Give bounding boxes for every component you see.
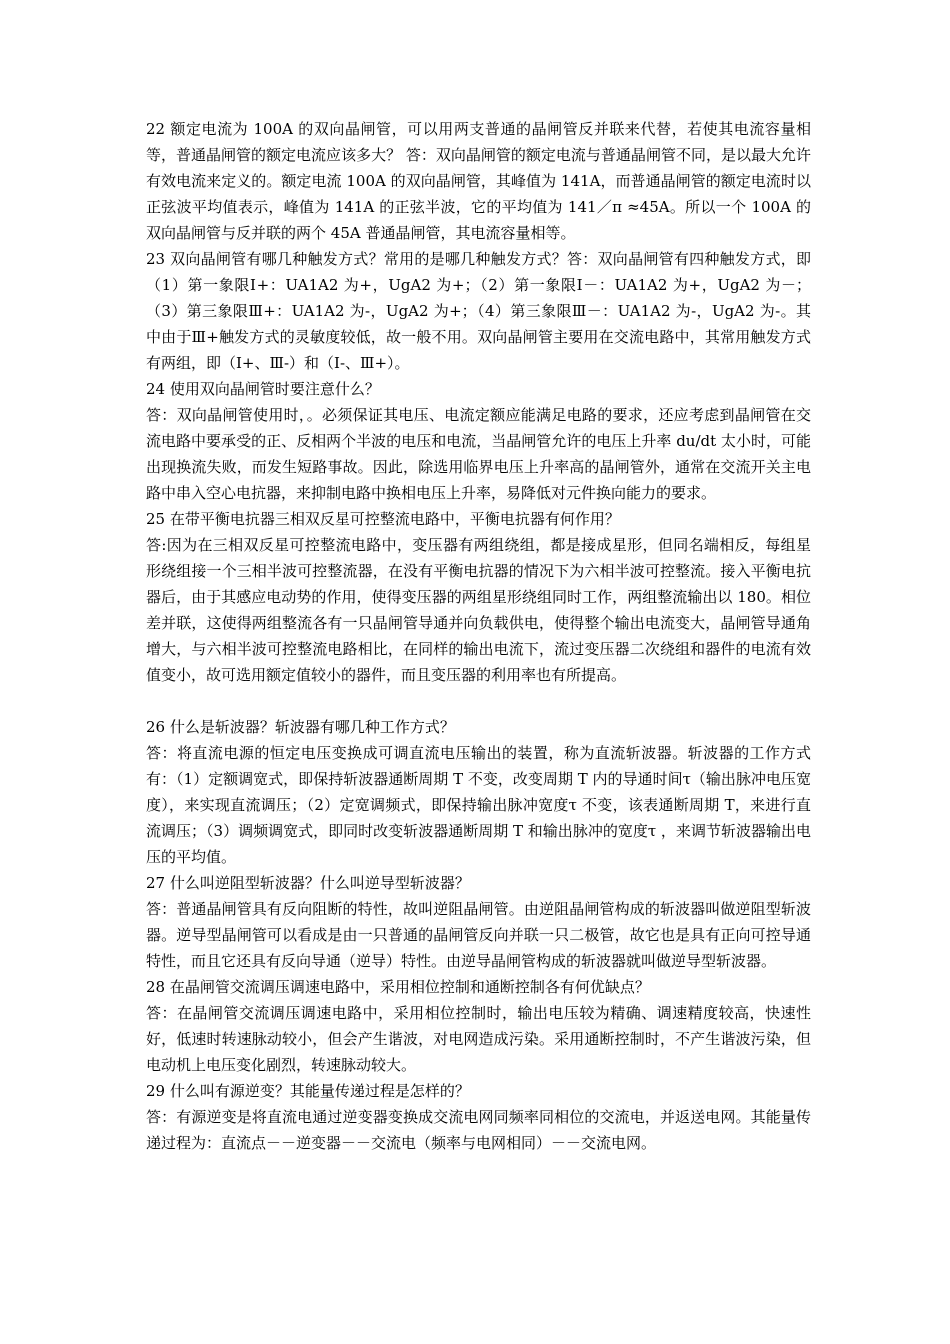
question-29	[146, 1078, 811, 1156]
question-22-text: 22 额定电流为 100A 的双向晶闸管，可以用两支普通的晶闸管反并联来代替，若使其电流容量相等，普通晶闸管的额定电流应该多大？ 答：双向晶闸管的额定电流与普通晶闸管不同，是以最大允许有效电流来定义的。额定电流 100A 的双向晶闸管，其峰值为 141A，而普通晶闸管的额定电流时以正弦波平均值表示，峰值为 141A 的正弦半波，它的平均值为 141／π ≈45A。所以一个 100A 的双向晶闸管与反并联的两个 45A 普通晶闸管，其电流容量相等。	[146, 120, 811, 242]
question-23	[146, 246, 811, 376]
question-25-title: 25 在带平衡电抗器三相双反星可控整流电路中，平衡电抗器有何作用？	[146, 510, 620, 528]
question-24	[146, 376, 811, 506]
document-body	[146, 116, 811, 1156]
question-23-text: 23 双向晶闸管有哪几种触发方式？常用的是哪几种触发方式？答：双向晶闸管有四种触发方式，即（1）第一象限Ⅰ+：UA1A2 为+，UgA2 为+；（2）第一象限Ⅰ－：UA1A2 为+，UgA2 为－；（3）第三象限Ⅲ+：UA1A2 为-，UgA2 为+；（4）第三象限Ⅲ－：UA1A2 为-，UgA2 为-。其中由于Ⅲ+触发方式的灵敏度较低，故一般不用。双向晶闸管主要用在交流电路中，其常用触发方式有两组，即（Ⅰ+、Ⅲ-）和（Ⅰ-、Ⅲ+）。	[146, 250, 811, 372]
question-27-answer: 答：普通晶闸管具有反向阻断的特性，故叫逆阻晶闸管。由逆阻晶闸管构成的斩波器叫做逆阻型斩波器。逆导型晶闸管可以看成是由一只普通的晶闸管反向并联一只二极管，故它也是具有正向可控导通特性，而且它还具有反向导通（逆导）特性。由逆导晶闸管构成的斩波器就叫做逆导型斩波器。	[146, 900, 811, 970]
question-27	[146, 870, 811, 974]
question-25-answer: 答:因为在三相双反星可控整流电路中，变压器有两组绕组，都是接成星形，但同名端相反，每组星形绕组接一个三相半波可控整流器，在没有平衡电抗器的情况下为六相半波可控整流。接入平衡电抗器后，由于其感应电动势的作用，使得变压器的两组星形绕组同时工作，两组整流输出以 180。相位差并联，这使得两组整流各有一只晶闸管导通并向负载供电，使得整个输出电流变大，晶闸管导通角增大，与六相半波可控整流电路相比，在同样的输出电流下，流过变压器二次绕组和器件的电流有效值变小，故可选用额定值较小的器件，而且变压器的利用率也有所提高。	[146, 536, 811, 684]
question-29-answer: 答：有源逆变是将直流电通过逆变器变换成交流电网同频率同相位的交流电，并返送电网。其能量传递过程为：直流点－－逆变器－－交流电（频率与电网相同）－－交流电网。	[146, 1108, 811, 1152]
question-26-title: 26 什么是斩波器？斩波器有哪几种工作方式？	[146, 718, 455, 736]
question-28	[146, 974, 811, 1078]
question-26	[146, 714, 811, 870]
question-24-title: 24 使用双向晶闸管时要注意什么？	[146, 380, 380, 398]
question-22	[146, 116, 811, 246]
question-28-title: 28 在晶闸管交流调压调速电路中，采用相位控制和通断控制各有何优缺点？	[146, 978, 650, 996]
blank-line	[146, 688, 811, 714]
question-29-title: 29 什么叫有源逆变？其能量传递过程是怎样的？	[146, 1082, 470, 1100]
question-27-title: 27 什么叫逆阻型斩波器？什么叫逆导型斩波器？	[146, 874, 470, 892]
question-26-answer: 答：将直流电源的恒定电压变换成可调直流电压输出的装置，称为直流斩波器。斩波器的工作方式有：（1）定额调宽式，即保持斩波器通断周期 T 不变，改变周期 T 内的导通时间τ（输出脉冲电压宽度），来实现直流调压；（2）定宽调频式，即保持输出脉冲宽度τ 不变，该表通断周期 T，来进行直流调压；（3）调频调宽式，即同时改变斩波器通断周期 T 和输出脉冲的宽度τ ，来调节斩波器输出电压的平均值。	[146, 744, 811, 866]
question-28-answer: 答：在晶闸管交流调压调速电路中，采用相位控制时，输出电压较为精确、调速精度较高，快速性好，低速时转速脉动较小，但会产生谐波，对电网造成污染。采用通断控制时，不产生谐波污染，但电动机上电压变化剧烈，转速脉动较大。	[146, 1004, 811, 1074]
question-24-answer: 答：双向晶闸管使用时，。必须保证其电压、电流定额应能满足电路的要求，还应考虑到晶闸管在交流电路中要承受的正、反相两个半波的电压和电流，当晶闸管允许的电压上升率 du/dt 太小时，可能出现换流失败，而发生短路事故。因此，除选用临界电压上升率高的晶闸管外，通常在交流开关主电路中串入空心电抗器，来抑制电路中换相电压上升率，易降低对元件换向能力的要求。	[146, 406, 811, 502]
question-25	[146, 506, 811, 688]
